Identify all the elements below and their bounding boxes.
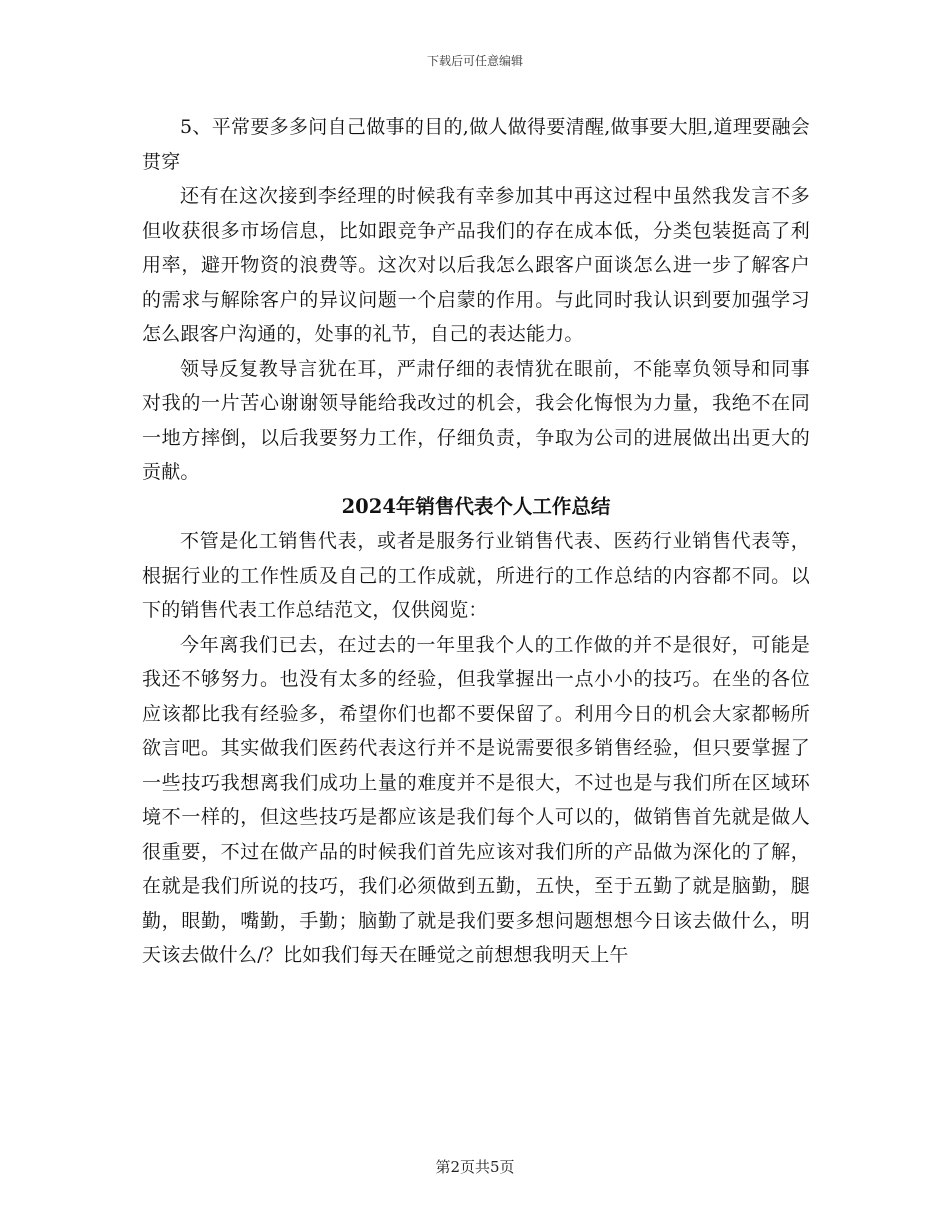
document-body xyxy=(142,110,810,973)
paragraph-summary: 今年离我们已去，在过去的一年里我个人的工作做的并不是很好，可能是我还不够努力。也没有太多的经验，但我掌握出一点小小的技巧。在坐的各位应该都比我有经验多，希望你们也都不要保留了。利用今日的机会大家都畅所欲言吧。其实做我们医药代表这行并不是说需要很多销售经验，但只要掌握了一些技巧我想离我们成功上量的难度并不是很大，不过也是与我们所在区域环境不一样的，但这些技巧是都应该是我们每个人可以的，做销售首先就是做人很重要，不过在做产品的时候我们首先应该对我们所的产品做为深化的了解，在就是我们所说的技巧，我们必须做到五勤，五快，至于五勤了就是脑勤，腿勤，眼勤，嘴勤，手勤；脑勤了就是我们要多想问题想想今日该去做什么，明天该去做什么/？比如我们每天在睡觉之前想想我明天上午 xyxy=(142,633,810,966)
page-header: 下载后可任意编辑 xyxy=(426,54,523,68)
section-title: 2024年销售代表个人工作总结 xyxy=(341,494,611,518)
paragraph-tips-5: 5、平常要多多问自己做事的目的,做人做得要清醒,做事要大胆,道理要融会贯穿 xyxy=(142,116,810,173)
paragraph-intro: 不管是化工销售代表，或者是服务行业销售代表、医药行业销售代表等，根据行业的工作性质及自己的工作成就，所进行的工作总结的内容都不同。以下的销售代表工作总结范文，仅供阅览： xyxy=(142,530,810,621)
page-number-footer: 第2页共5页 xyxy=(435,1158,515,1176)
paragraph-gratitude: 领导反复教导言犹在耳，严肃仔细的表情犹在眼前，不能辜负领导和同事对我的一片苦心谢谢领导能给我改过的机会，我会化悔恨为力量，我绝不在同一地方摔倒，以后我要努力工作，仔细负责，争取为公司的进展做出出更大的贡献。 xyxy=(142,357,810,483)
paragraph-meeting-experience: 还有在这次接到李经理的时候我有幸参加其中再这过程中虽然我发言不多但收获很多市场信息，比如跟竞争产品我们的存在成本低，分类包装挺高了利用率，避开物资的浪费等。这次对以后我怎么跟客户面谈怎么进一步了解客户的需求与解除客户的异议问题一个启蒙的作用。与此同时我认识到要加强学习怎么跟客户沟通的，处事的礼节，自己的表达能力。 xyxy=(142,185,810,345)
